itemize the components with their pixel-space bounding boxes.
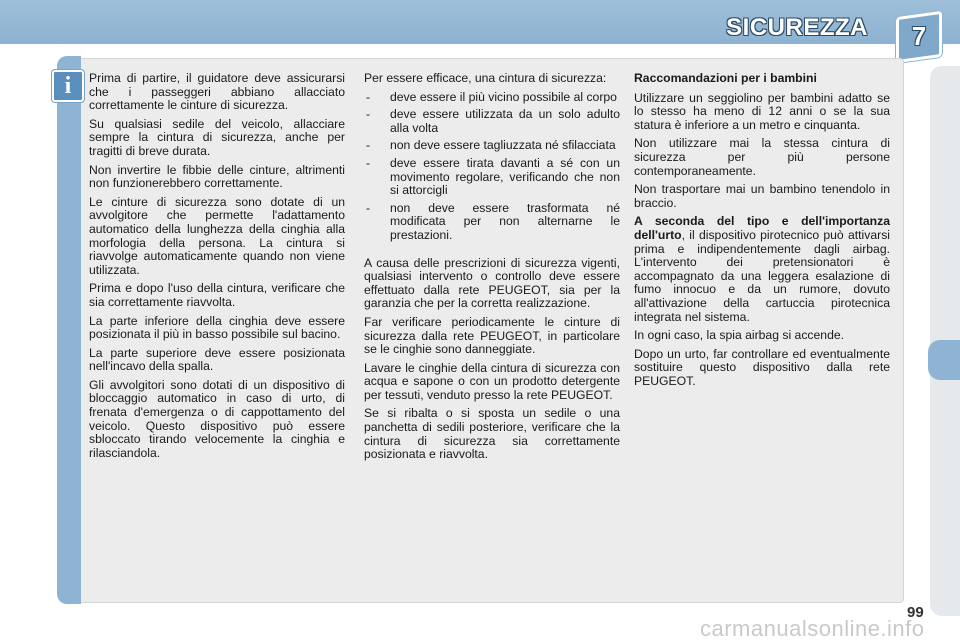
column-1	[89, 72, 345, 465]
paragraph: A causa delle prescrizioni di sicurezza vigenti, qualsiasi intervento o controllo deve essere effettuato dalla rete PEUGEOT, sia per la garanzia che per la corretta realizzazione.	[364, 255, 620, 311]
paragraph: Se si ribalta o si sposta un sedile o una panchetta di sedili posteriore, verificare che la cintura di sicurezza sia correttamente posizionata e riavvolta.	[364, 406, 620, 462]
paragraph: Non trasportare mai un bambino tenendolo in braccio.	[634, 182, 890, 210]
list-item: - non deve essere tagliuzzata né sfilacciata	[366, 138, 616, 153]
paragraph: La parte superiore deve essere posizionata nell'incavo della spalla.	[89, 345, 345, 374]
list-item: - non deve essere trasformata né modificata per non alternarne le prestazioni.	[366, 200, 620, 242]
paragraph: Gli avvolgitori sono dotati di un dispositivo di bloccaggio automatico in caso di urto, di frenata d'emergenza o di cappottamento del veicolo. Questo dispositivo può essere sbloccato tirando velocemente la cinghia e rilasciandola.	[89, 377, 345, 460]
page-number: 99	[907, 604, 924, 621]
paragraph: In ogni caso, la spia airbag si accende.	[634, 328, 845, 343]
paragraph: La parte inferiore della cinghia deve essere posizionata il più in basso possibile sul bacino.	[89, 313, 345, 342]
paragraph: Non utilizzare mai la stessa cintura di sicurezza per più persone contemporaneamente.	[634, 136, 890, 178]
paragraph: Dopo un urto, far controllare ed eventualmente sostituire questo dispositivo dalla rete PEUGEOT.	[634, 346, 890, 388]
requirements-list	[364, 91, 620, 243]
paragraph: Prima di partire, il guidatore deve assicurarsi che i passeggeri abbiano allacciato correttamente le cinture di sicurezza.	[89, 71, 345, 113]
column-2	[364, 72, 620, 467]
paragraph: A seconda del tipo e dell'importanza dell'urto, il dispositivo pirotecnico può attivarsi prima e indipendentemente dagli airbag. L'intervento dei pretensionatori è accompagnato da una leggera esalazione di fumo innocuo e da un rumore, dovuto all'attivazione della cartuccia pirotecnica integrata nel sistema.	[634, 214, 890, 324]
column-3	[634, 72, 890, 393]
paragraph: Non invertire le fibbie delle cinture, altrimenti non funzionerebbero correttamente.	[89, 162, 345, 191]
bold-lead: A seconda del tipo e dell'importanza dell'urto	[634, 214, 890, 242]
info-icon: i	[52, 70, 84, 102]
section-heading: Raccomandazioni per i bambini	[634, 71, 817, 85]
list-item: - deve essere tirata davanti a sé con un movimento regolare, verificando che non si attorcigli	[366, 155, 620, 198]
paragraph: Su qualsiasi sedile del veicolo, allacciare sempre la cintura di sicurezza, anche per tragitti di breve durata.	[89, 116, 345, 158]
paragraph: Far verificare periodicamente le cinture di sicurezza dalla rete PEUGEOT, in particolare se le cinghie sono danneggiate.	[364, 314, 620, 357]
paragraph: Per essere efficace, una cintura di sicurezza:	[364, 71, 607, 85]
list-item: - deve essere utilizzata da un solo adulto alla volta	[366, 107, 620, 135]
paragraph: Le cinture di sicurezza sono dotate di un avvolgitore che permette l'adattamento automatico della lunghezza della cinghia alla morfologia della persona. La cintura si riavvolge automaticamente quando non viene utilizzata.	[89, 194, 345, 277]
watermark: carmanualsonline.info	[700, 616, 925, 641]
side-strip	[57, 56, 81, 604]
list-item: - deve essere il più vicino possibile al corpo	[366, 89, 617, 104]
chapter-number: 7	[911, 21, 927, 51]
paragraph: Lavare le cinghie della cintura di sicurezza con acqua e sapone o con un prodotto detergente per tessuti, venduto presso la rete PEUGEOT.	[364, 360, 620, 402]
right-edge-tab-active	[928, 340, 960, 380]
paragraph: Utilizzare un seggiolino per bambini adatto se lo stesso ha meno di 12 anni o se la sua statura è inferiore a un metro e cinquanta.	[634, 90, 890, 132]
page-title: SICUREZZA	[726, 14, 868, 41]
paragraph: Prima e dopo l'uso della cintura, verificare che sia correttamente riavvolta.	[89, 281, 345, 309]
